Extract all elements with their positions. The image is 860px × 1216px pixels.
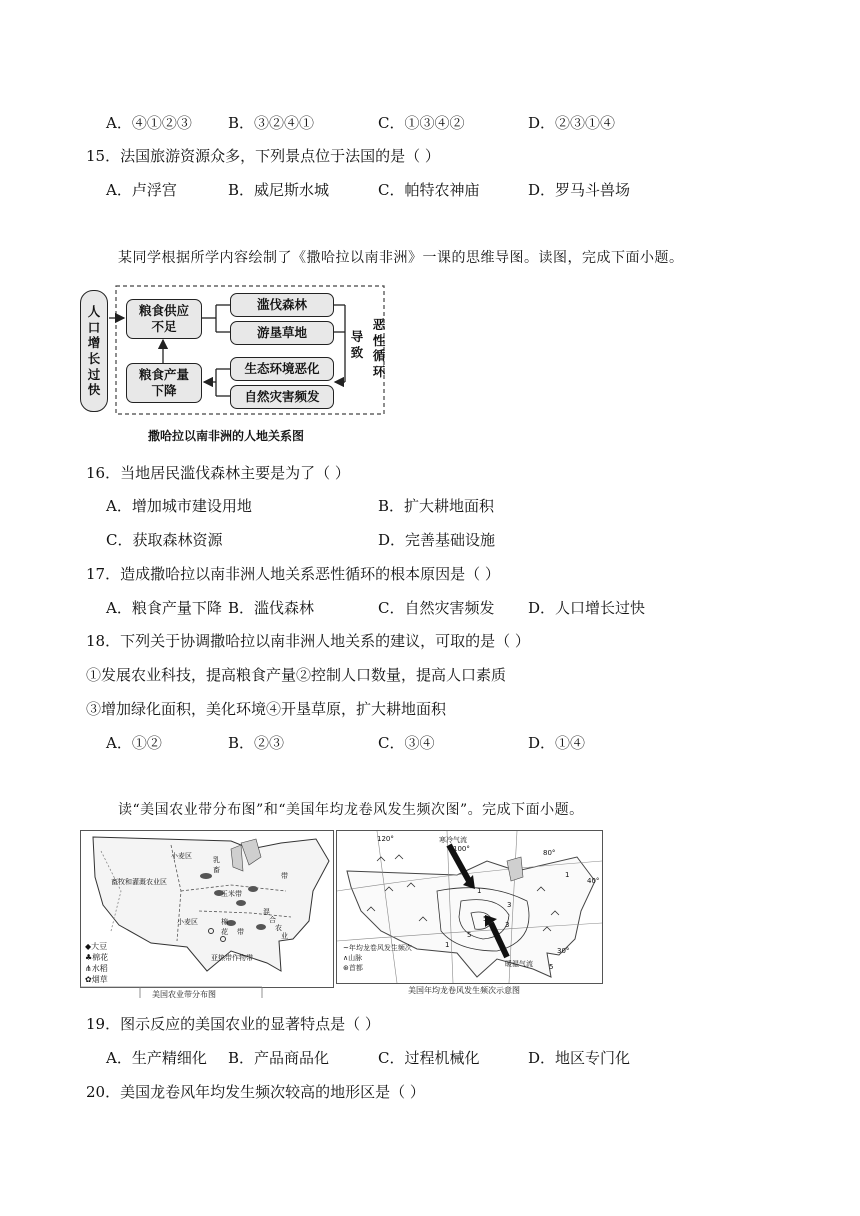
q16-stem: 16．当地居民滥伐森林主要是为了（ ） <box>86 464 350 482</box>
map2-contour-1c: 1 <box>565 871 570 879</box>
map2-label-warm-air: 暖湿气流 <box>505 960 533 968</box>
mindmap-diagram <box>80 285 390 415</box>
map2-legend-mountain-label: 山脉 <box>348 954 363 962</box>
map1-legend-cotton-label: 棉花 <box>92 953 109 962</box>
q18-option-d: D．①④ <box>528 734 586 752</box>
overgraze-label: 游垦草地 <box>256 325 307 341</box>
q15-option-a: A．卢浮宫 <box>106 181 177 199</box>
food-shortage-box <box>126 299 202 339</box>
us-agriculture-map <box>80 830 334 988</box>
q19-option-b: B．产品商品化 <box>228 1049 330 1067</box>
lead-to-label: 导致 <box>350 329 364 360</box>
q17-option-c: C．自然灾害频发 <box>378 599 495 617</box>
q18-option-a: A．①② <box>106 734 162 752</box>
map2-contour-5c: 5 <box>549 963 554 971</box>
eco-worse-label: 生态环境恶化 <box>244 361 320 377</box>
q19-option-c: C．过程机械化 <box>378 1049 480 1067</box>
map1-label-cotton-1: 棉 <box>221 918 228 926</box>
map1-label-dairy-2: 畜 <box>213 866 220 874</box>
q18-statement-line-1: ①发展农业科技，提高粮食产量②控制人口数量，提高人口素质 <box>86 666 507 684</box>
map1-label-wheat-north: 小麦区 <box>171 852 192 860</box>
map2-label-30: 30° <box>557 947 570 955</box>
map2-contour-5b: 5 <box>467 931 472 939</box>
q16-option-d: D．完善基础设施 <box>378 531 496 549</box>
food-shortage-label: 粮食供应不足 <box>138 303 189 334</box>
q16-option-c: C．获取森林资源 <box>106 531 223 549</box>
map1-legend-tobacco: ✿烟草 <box>85 975 108 984</box>
q20-stem: 20．美国龙卷风年均发生频次较高的地形区是（ ） <box>86 1083 425 1101</box>
map1-legend <box>85 941 108 985</box>
deforest-label: 滥伐森林 <box>256 297 307 313</box>
map2-legend-capital: ⊛首都 <box>343 964 363 972</box>
map1-label-wheat-south: 小麦区 <box>177 918 198 926</box>
q19-option-d: D．地区专门化 <box>528 1049 631 1067</box>
map2-legend-frequency: ~年均龙卷风发生频次 <box>343 944 412 952</box>
food-drop-box <box>126 363 202 403</box>
q15-option-b: B．威尼斯水城 <box>228 181 330 199</box>
q18-option-b: B．②③ <box>228 734 285 752</box>
map2-label-40: 40° <box>587 877 600 885</box>
disasters-label: 自然灾害频发 <box>244 389 320 405</box>
q16-option-a: A．增加城市建设用地 <box>106 497 252 515</box>
q19-stem: 19．图示反应的美国农业的显著特点是（ ） <box>86 1015 380 1033</box>
map2-caption: 美国年均龙卷风发生频次示意图 <box>408 986 520 995</box>
q14-option-c: C．①③④② <box>378 114 465 132</box>
map2-contour-1a: 1 <box>477 887 482 895</box>
map1-legend-rice: ⋔水稻 <box>85 964 108 973</box>
q15-stem: 15．法国旅游资源众多，下列景点位于法国的是（ ） <box>86 147 440 165</box>
map1-label-cotton-3: 带 <box>237 928 244 936</box>
q17-option-a: A．粮食产量下降 <box>106 599 222 617</box>
us-agriculture-map-shapes <box>81 831 333 987</box>
map1-label-cotton-2: 花 <box>221 928 228 936</box>
map1-legend-tobacco-label: 烟草 <box>91 975 108 984</box>
map1-caption: 美国农业带分布图 <box>152 990 216 999</box>
q18-statement-line-2: ③增加绿化面积，美化环境④开垦草原，扩大耕地面积 <box>86 700 447 718</box>
section-intro-maps: 读“美国农业带分布图”和“美国年均龙卷风发生频次图”。完成下面小题。 <box>118 802 584 818</box>
map2-contour-1b: 1 <box>445 941 450 949</box>
q16-option-b: B．扩大耕地面积 <box>378 497 495 515</box>
map1-caption-rule <box>80 986 340 1000</box>
map1-label-mixed-3: 农 <box>275 924 282 932</box>
map1-label-subtropical: 亚热带作物带 <box>211 954 253 962</box>
q14-option-a: A．④①②③ <box>106 114 192 132</box>
map1-label-dairy-3: 带 <box>281 872 288 880</box>
map2-legend-mountain: ∧山脉 <box>343 954 363 962</box>
population-box <box>80 290 108 412</box>
q17-option-b: B．滥伐森林 <box>228 599 315 617</box>
q15-option-d: D．罗马斗兽场 <box>528 181 631 199</box>
map1-label-dairy-1: 乳 <box>213 856 220 864</box>
map2-legend <box>343 943 412 973</box>
q18-option-c: C．③④ <box>378 734 435 752</box>
q14-option-d: D．②③①④ <box>528 114 616 132</box>
map1-label-mixed-2: 合 <box>269 916 276 924</box>
map1-legend-cotton: ♣棉花 <box>85 953 109 962</box>
mindmap-caption: 撒哈拉以南非洲的人地关系图 <box>148 429 305 443</box>
food-drop-label: 粮食产量下降 <box>138 367 189 398</box>
map1-legend-rice-label: 水稻 <box>91 964 108 973</box>
q18-stem: 18．下列关于协调撒哈拉以南非洲人地关系的建议，可取的是（ ） <box>86 632 530 650</box>
q17-stem: 17．造成撒哈拉以南非洲人地关系恶性循环的根本原因是（ ） <box>86 565 500 583</box>
q15-option-c: C．帕特农神庙 <box>378 181 480 199</box>
section-intro-mindmap: 某同学根据所学内容绘制了《撒哈拉以南非洲》一课的思维导图。读图，完成下面小题。 <box>118 250 684 266</box>
map2-contour-3a: 3 <box>507 901 512 909</box>
map1-label-mixed-1: 混 <box>263 908 270 916</box>
map2-label-cold-air: 寒冷气流 <box>439 836 467 844</box>
map1-label-ranching: 畜牧和灌溉农业区 <box>111 878 167 886</box>
population-label: 人口增长过快 <box>87 304 101 398</box>
map1-label-mixed-4: 业 <box>281 932 288 940</box>
disasters-box <box>230 385 334 409</box>
overgraze-box <box>230 321 334 345</box>
map2-legend-frequency-label: 年均龙卷风发生频次 <box>348 944 412 952</box>
map2-label-80: 80° <box>543 849 556 857</box>
map2-label-100: 100° <box>453 845 470 853</box>
map1-legend-soybean-label: 大豆 <box>91 942 108 951</box>
map1-legend-soybean: ◆大豆 <box>85 942 108 951</box>
vicious-cycle-label: 恶性循环 <box>372 317 386 379</box>
map2-label-120: 120° <box>377 835 394 843</box>
map2-contour-3b: 3 <box>505 921 510 929</box>
deforest-box <box>230 293 334 317</box>
us-tornado-map <box>336 830 603 984</box>
q19-option-a: A．生产精细化 <box>106 1049 207 1067</box>
map2-legend-capital-label: 首都 <box>348 964 363 972</box>
q14-option-b: B．③②④① <box>228 114 315 132</box>
q17-option-d: D．人口增长过快 <box>528 599 646 617</box>
eco-worse-box <box>230 357 334 381</box>
map1-label-corn-belt: 玉米带 <box>221 890 242 898</box>
map2-contour-5a: 5 <box>483 915 488 923</box>
